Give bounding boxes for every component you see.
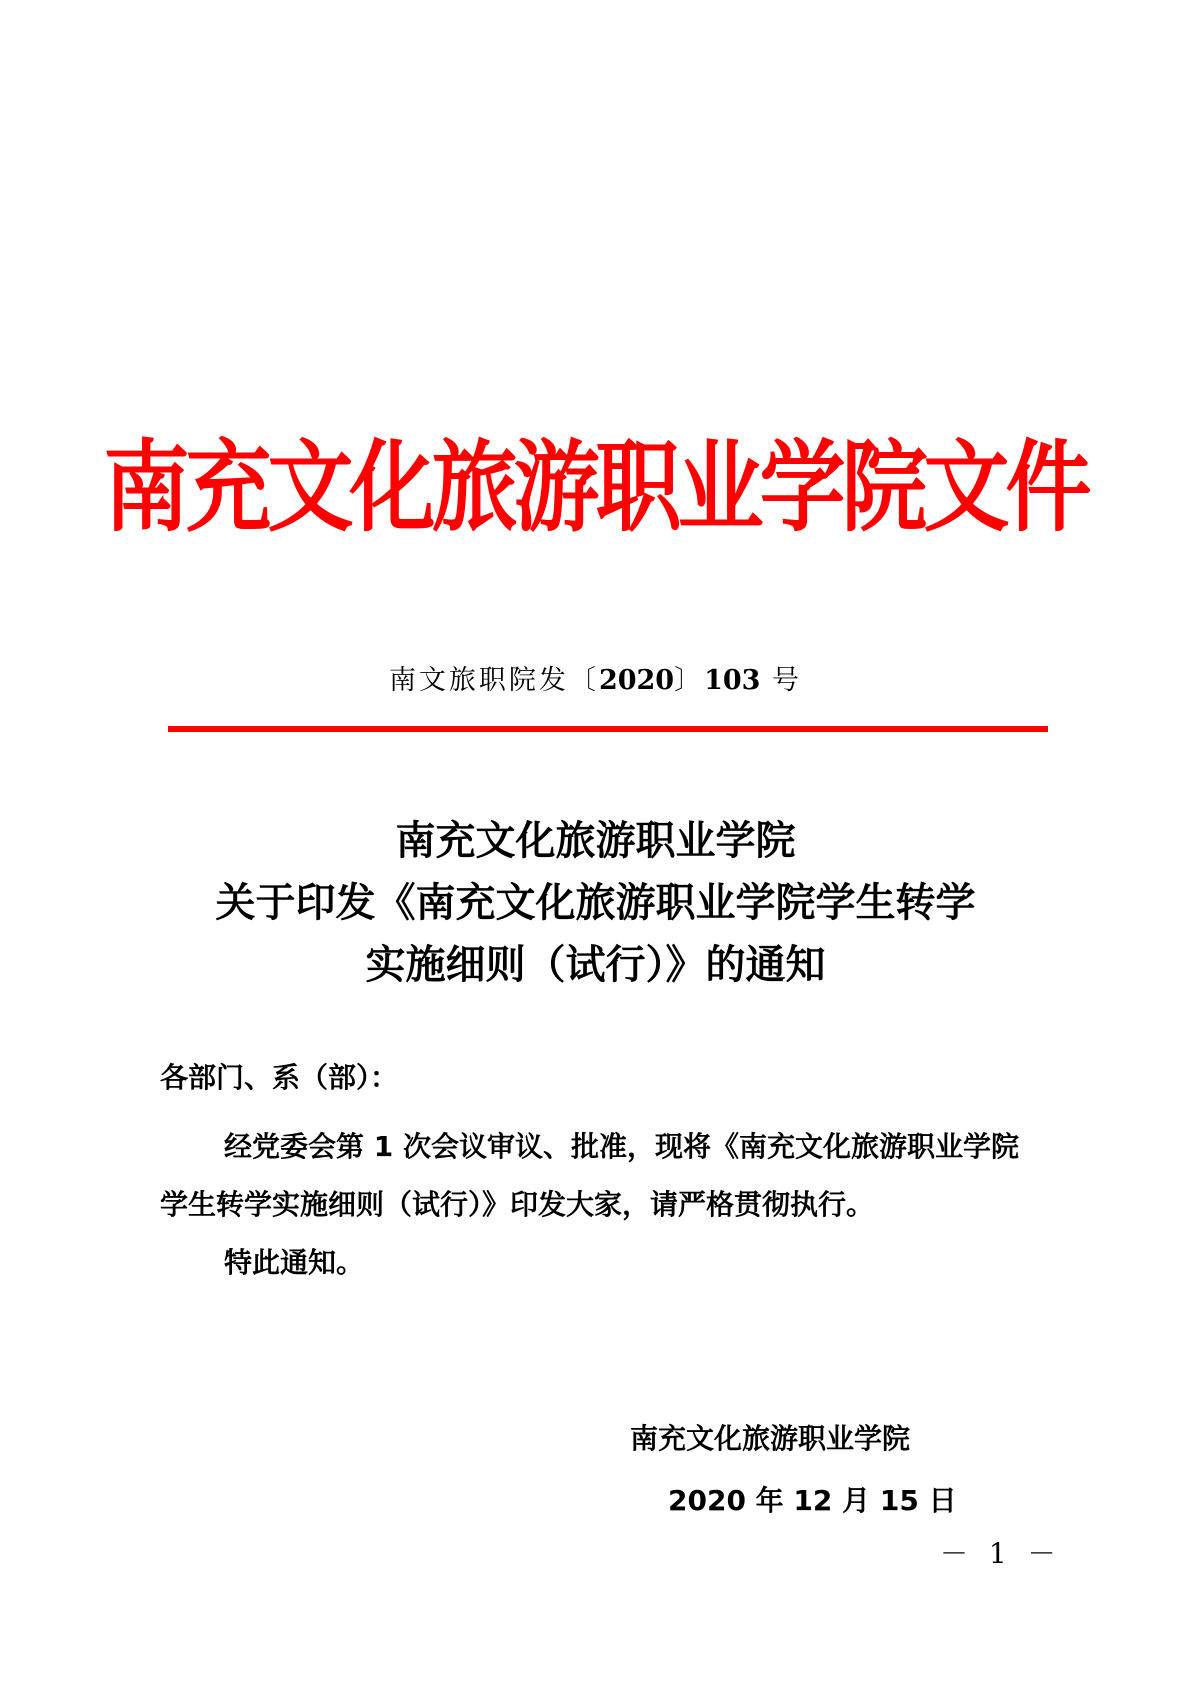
salutation: 各部门、系（部）： — [160, 1061, 399, 1094]
red-divider-line — [168, 726, 1048, 732]
notice-title — [0, 810, 1191, 996]
masthead-title: 南充文化旅游职业学院文件 — [103, 430, 1088, 546]
doc-number-value: 103 — [704, 665, 761, 696]
signature-block — [630, 1408, 980, 1532]
doc-number-middle: 〕 — [674, 665, 705, 696]
body-paragraph: 经党委会第 1 次会议审议、批准，现将《南充文化旅游职业学院学生转学实施细则（试行）》印发大家，请严格贯彻执行。 — [160, 1130, 1019, 1221]
signature-date: 2020 年 12 月 15 日 — [668, 1484, 957, 1517]
notice-body — [160, 1118, 1040, 1292]
title-line-2: 关于印发《南充文化旅游职业学院学生转学 — [215, 879, 976, 926]
document-number — [0, 663, 1191, 699]
signature-organization: 南充文化旅游职业学院 — [630, 1422, 911, 1455]
doc-number-suffix: 号 — [760, 665, 803, 696]
title-line-1: 南充文化旅游职业学院 — [395, 817, 796, 864]
title-line-3: 实施细则（试行）》的通知 — [365, 941, 826, 988]
page-number: － 1 － — [940, 1537, 1062, 1570]
body-closing: 特此通知。 — [224, 1246, 365, 1279]
doc-number-year: 2020 — [598, 665, 675, 696]
doc-number-prefix: 南文旅职院发〔 — [388, 665, 599, 696]
